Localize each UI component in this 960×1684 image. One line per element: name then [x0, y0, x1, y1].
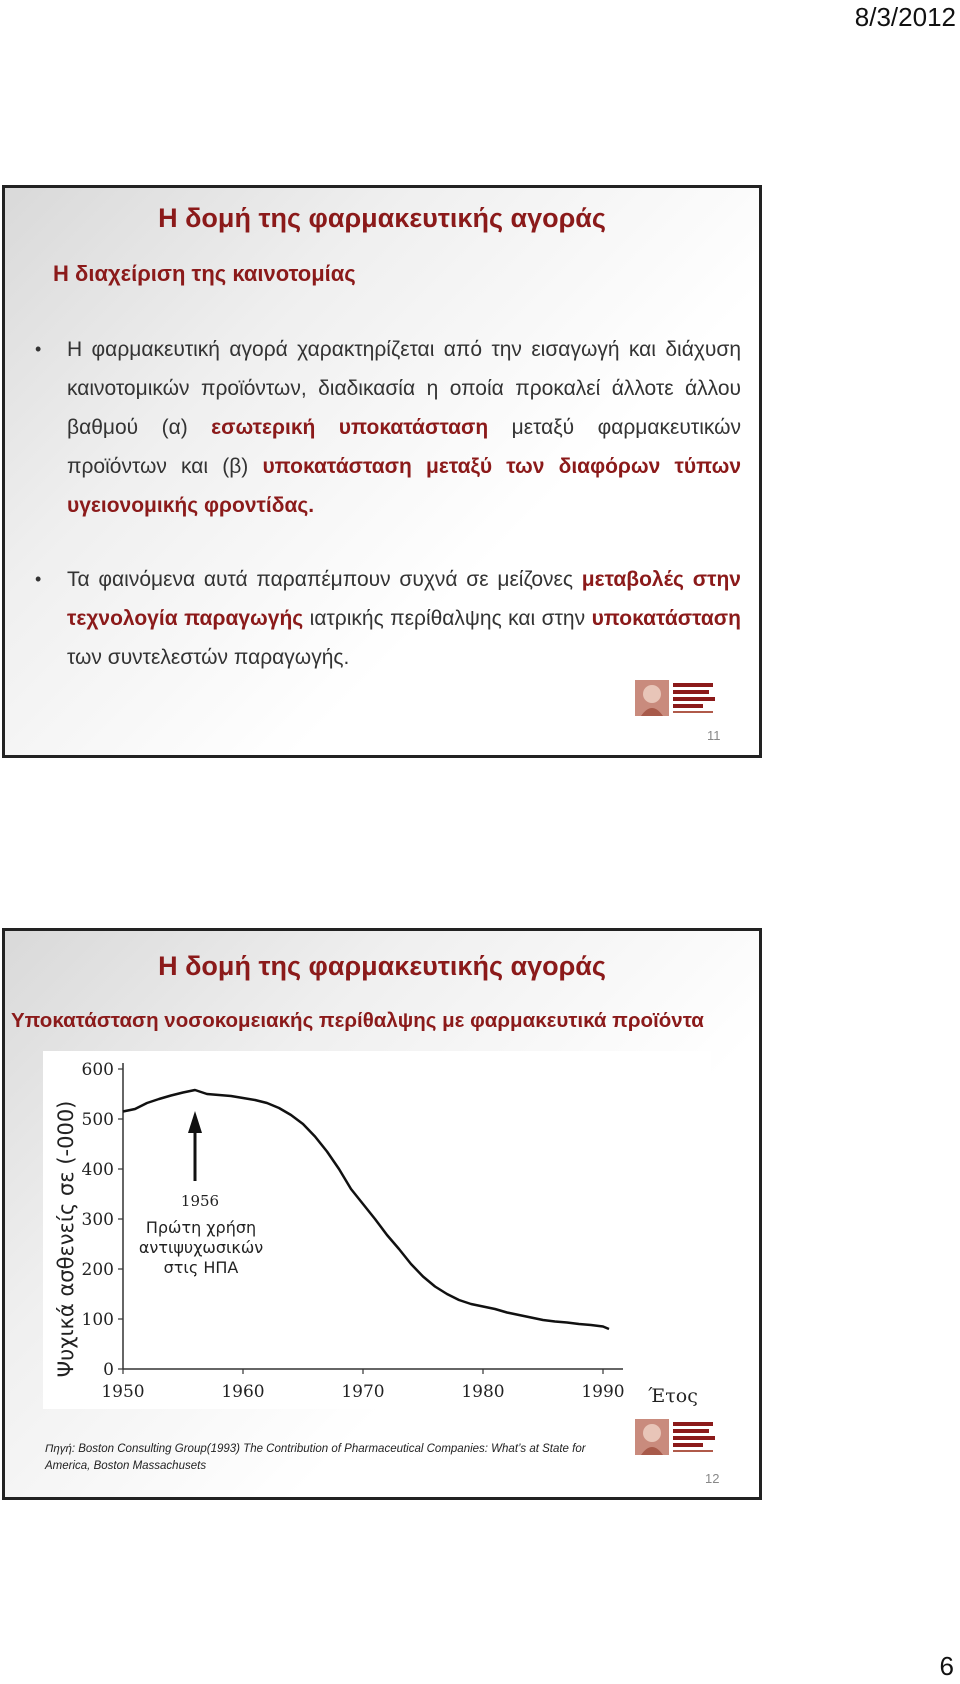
y-tick-label: 0 [103, 1360, 114, 1380]
x-axis-label: Έτος [648, 1385, 698, 1407]
annotation-year: 1956 [180, 1192, 220, 1210]
bullet-icon: • [35, 339, 42, 359]
header-date: 8/3/2012 [854, 2, 956, 32]
slide-title: Η δομή της φαρμακευτικής αγοράς [158, 203, 606, 233]
school-logo-icon [635, 680, 721, 716]
y-axis-label: Ψυχικά ασθενείς σε (-000) [54, 1100, 78, 1378]
bullet-icon: • [35, 569, 42, 589]
text-run: ιατρικής περίθαλψης και στην [303, 607, 592, 630]
highlight-text: υποκατάσταση [591, 607, 741, 630]
bullet-text [67, 330, 741, 525]
slide-subtitle: Υποκατάσταση νοσοκομειακής περίθαλψης με φαρμακευτικά προϊόντα [11, 1009, 704, 1032]
chart-container [43, 1051, 711, 1409]
line-chart [43, 1051, 711, 1409]
y-tick-label: 200 [81, 1260, 114, 1280]
annotation-text-line: στις ΗΠΑ [163, 1258, 239, 1277]
x-tick-label: 1950 [101, 1382, 145, 1402]
y-tick-label: 500 [81, 1110, 114, 1130]
annotation-text-line: αντιψυχωσικών [138, 1238, 264, 1257]
bullet-text [67, 560, 741, 677]
bullet-item [35, 560, 741, 677]
bullet-item [35, 330, 741, 525]
x-tick-label: 1990 [581, 1382, 625, 1402]
y-tick-label: 300 [81, 1210, 114, 1230]
text-run: Τα φαινόμενα αυτά παραπέμπουν συχνά σε μείζονες [67, 568, 582, 591]
y-tick-label: 100 [81, 1310, 114, 1330]
y-tick-label: 400 [81, 1160, 114, 1180]
slide-number: 11 [707, 728, 721, 743]
text-run: μεταξύ φαρμακευτικών προϊόντων και (β) [67, 416, 741, 478]
highlight-text: μεταβολές στην τεχνολογία παραγωγής [67, 568, 741, 630]
slide-title: Η δομή της φαρμακευτικής αγοράς [158, 951, 606, 981]
source-citation [45, 1441, 635, 1475]
annotation-text-line: Πρώτη χρήση [145, 1218, 257, 1237]
x-tick-label: 1980 [461, 1382, 505, 1402]
source-line: America, Boston Massachusets [45, 1460, 207, 1472]
slide-12 [2, 928, 762, 1500]
x-tick-label: 1970 [341, 1382, 385, 1402]
slide-number: 12 [705, 1471, 720, 1486]
page-number: 6 [939, 1651, 954, 1681]
x-tick-label: 1960 [221, 1382, 265, 1402]
text-run: Η φαρμακευτική αγορά χαρακτηρίζεται από την εισαγωγή και διάχυση καινοτομικών προϊόντων, διαδικασία η οποία προκαλεί άλλοτε άλλου βαθμού (α) [67, 338, 741, 439]
text-run: των συντελεστών παραγωγής. [67, 646, 350, 669]
highlight-text: εσωτερική υποκατάσταση [211, 416, 489, 439]
highlight-text: υποκατάσταση μεταξύ των διαφόρων τύπων υγειονομικής φροντίδας. [67, 455, 742, 517]
slide-11 [2, 185, 762, 758]
annotation-arrow-head [188, 1111, 202, 1133]
slide-subtitle: Η διαχείριση της καινοτομίας [53, 261, 356, 286]
source-line: Πηγή: Boston Consulting Group(1993) The Contribution of Pharmaceutical Companies: What’s at State for [45, 1443, 586, 1455]
school-logo-icon [635, 1419, 721, 1455]
y-tick-label: 600 [81, 1060, 114, 1080]
